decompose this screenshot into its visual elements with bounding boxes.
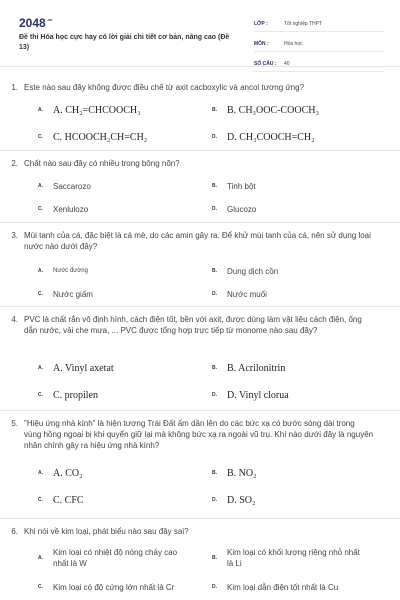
option-c[interactable]: C. C. HCOOCH₂CH=CH₂ bbox=[38, 132, 148, 143]
site-logo[interactable]: $2048^{.vn}$ bbox=[19, 16, 53, 30]
option-d[interactable]: D. D. Vinyl clorua bbox=[212, 390, 289, 401]
question-text: Mùi tanh của cá, đặc biệt là cá mè, do các amin gây ra. Để khử mùi tanh của cá, nên sử dụng loại nước nào dưới đây? bbox=[24, 231, 371, 251]
divider bbox=[0, 410, 400, 411]
option-b[interactable]: B. Dung dịch cồn bbox=[212, 267, 279, 276]
question-1: 1. Este nào sau đây không được điều chế từ axit cacboxylic và ancol tương ứng? A. A. CH₂=CHCOOCH₃ B. B. CH₃OOC-COOCH₃ C. C. HCOOCH₂CH=CH₂ D. D. CH₃COOCH=CH₂ bbox=[11, 83, 319, 143]
option-c[interactable]: C. C. propilen bbox=[38, 390, 98, 401]
option-a[interactable]: A. Saccarozo bbox=[38, 182, 91, 191]
option-b[interactable]: B. Kim loại có khối lượng riêng nhỏ nhất là Li bbox=[212, 548, 360, 568]
question-2: 2. Chất nào sau đây có nhiều trong bông nõn? A. Saccarozo B. Tinh bột C. Xenlulozo D. Glucozo bbox=[11, 159, 257, 214]
option-c[interactable]: C. Nước giấm bbox=[38, 290, 93, 299]
option-b[interactable]: B. B. Acrilonitrin bbox=[212, 363, 286, 374]
option-c[interactable]: C. Kim loại có độ cứng lớn nhất là Cr bbox=[38, 583, 175, 592]
question-text: Chất nào sau đây có nhiều trong bông nõn? bbox=[24, 159, 180, 168]
meta-class: LỚP : Tốt nghiệp THPT bbox=[254, 16, 384, 32]
option-a[interactable]: A. A. Vinyl axetat bbox=[38, 363, 114, 374]
option-a[interactable]: A. Kim loại có nhiệt độ nóng chảy cao nhất là W bbox=[38, 548, 178, 568]
option-d[interactable]: D. D. CH₃COOCH=CH₂ bbox=[212, 132, 315, 143]
divider bbox=[0, 306, 400, 307]
document-header bbox=[0, 0, 400, 67]
divider bbox=[0, 222, 400, 223]
question-5: 5. "Hiệu ứng nhà kính" là hiện tượng Trái Đất ấm dần lên do các bức xạ có bước sóng dài trong vùng hồng ngoại bị khí quyển giữ lại mà không bức xạ ra ngoài vũ trụ. Khí nào dưới đây là nguyên nhân chính gây ra hiệu ứng nhà kính? A. A. CO₂ B. B. NO₂ C. C. CFC D. D. SO₂ bbox=[11, 419, 374, 506]
option-d[interactable]: D. Nước muối bbox=[212, 290, 267, 299]
question-6: 6. Khi nói về kim loại, phát biểu nào sau đây sai? A. Kim loại có nhiệt độ nóng chảy cao nhất là W B. Kim loại có khối lượng riêng nhỏ nhất là Li C. Kim loại có độ cứng lớn nhất là Cr D. Kim loại dẫn điện tốt nhất là Cu bbox=[0, 524, 400, 600]
divider bbox=[0, 150, 400, 151]
exam-meta bbox=[254, 16, 384, 76]
option-b[interactable]: B. Tinh bột bbox=[212, 182, 256, 191]
option-c[interactable]: C. C. CFC bbox=[38, 495, 84, 506]
option-d[interactable]: D. Kim loại dẫn điện tốt nhất là Cu bbox=[212, 583, 339, 592]
option-d[interactable]: D. D. SO₂ bbox=[212, 495, 256, 506]
meta-count: SỐ CÂU : 40 bbox=[254, 56, 384, 72]
option-a[interactable]: A. A. CO₂ bbox=[38, 468, 83, 479]
question-3: 3. Mùi tanh của cá, đặc biệt là cá mè, do các amin gây ra. Để khử mùi tanh của cá, nên sử dụng loại nước nào dưới đây? A. Nước đường B. Dung dịch cồn C. Nước giấm D. Nước muối bbox=[11, 231, 371, 299]
divider bbox=[0, 518, 400, 519]
meta-subject: MÔN : Hóa học bbox=[254, 36, 384, 52]
option-b[interactable]: B. B. NO₂ bbox=[212, 468, 257, 479]
question-text: Khi nói về kim loại, phát biểu nào sau đây sai? bbox=[24, 527, 189, 536]
question-text: "Hiệu ứng nhà kính" là hiện tượng Trái Đất ấm dần lên do các bức xạ có bước sóng dài trong vùng hồng ngoại bị khí quyển giữ lại mà không bức xạ ra ngoài vũ trụ. Khí nào dưới đây là nguyên nhân chính gây ra hiệu ứng nhà kính? bbox=[24, 419, 374, 450]
option-b[interactable]: B. B. CH₃OOC-COOCH₃ bbox=[212, 105, 319, 116]
question-4: 4. PVC là chất rắn vô định hình, cách điện tốt, bền với axit, được dùng làm vật liệu cách điện, ống dẫn nước, vải che mưa, ... PVC được tổng hợp trực tiếp từ monome nào sau đây? A. A. Vinyl axetat B. B. Acrilonitrin C. C. propilen D. D. Vinyl clorua bbox=[11, 315, 362, 401]
option-a[interactable]: A. Nước đường bbox=[38, 268, 88, 274]
option-c[interactable]: C. Xenlulozo bbox=[38, 205, 89, 214]
option-a[interactable]: A. A. CH₂=CHCOOCH₃ bbox=[38, 105, 141, 116]
question-text: PVC là chất rắn vô định hình, cách điện tốt, bền với axit, được dùng làm vật liệu cách điện, ống dẫn nước, vải che mưa, ... PVC được tổng hợp trực tiếp từ monome nào sau đây? bbox=[24, 315, 362, 335]
option-d[interactable]: D. Glucozo bbox=[212, 205, 257, 214]
question-text: Este nào sau đây không được điều chế từ axit cacboxylic và ancol tương ứng? bbox=[24, 83, 305, 92]
exam-title: Đề thi Hóa học cực hay có lời giải chi tiết cơ bản, nâng cao (Đề 13) bbox=[19, 34, 230, 51]
